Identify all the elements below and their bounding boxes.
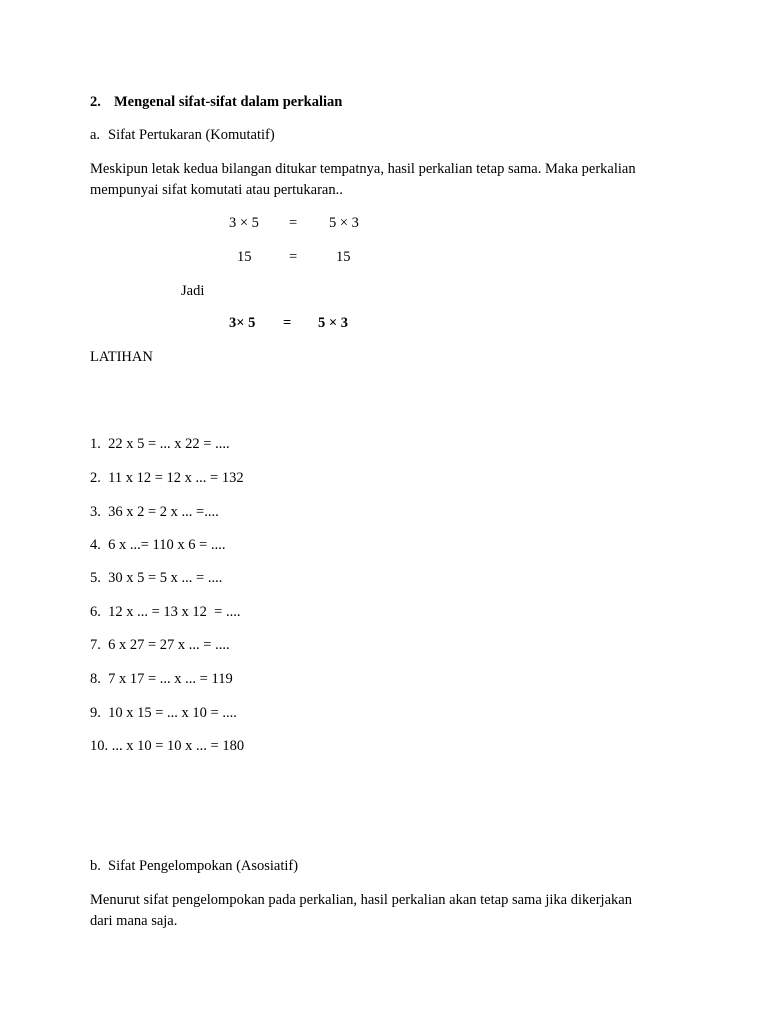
conclusion-right: 5 × 3: [318, 315, 349, 331]
section-title: Mengenal sifat-sifat dalam perkalian: [114, 94, 343, 110]
example-row2-equals: =: [289, 249, 298, 265]
jadi-label: Jadi: [181, 283, 205, 299]
subsection-b-paragraph-line-2: dari mana saja.: [90, 913, 178, 929]
subsection-b-paragraph-line-1: Menurut sifat pengelompokan pada perkalian, hasil perkalian akan tetap sama jika dikerjakan: [90, 892, 632, 908]
subsection-a-label: a.: [90, 127, 101, 143]
example-row2-left: 15: [237, 249, 252, 265]
section-number: 2.: [90, 94, 101, 110]
example-row1-right: 5 × 3: [329, 215, 359, 231]
exercise-item: 9. 10 x 15 = ... x 10 = ....: [90, 705, 237, 721]
exercise-item: 6. 12 x ... = 13 x 12 = ....: [90, 604, 241, 620]
subsection-b-label: b.: [90, 858, 101, 874]
subsection-a-paragraph-line-1: Meskipun letak kedua bilangan ditukar tempatnya, hasil perkalian tetap sama. Maka perkalian: [90, 161, 636, 177]
exercise-item: 5. 30 x 5 = 5 x ... = ....: [90, 570, 223, 586]
subsection-b-title: Sifat Pengelompokan (Asosiatif): [108, 858, 299, 874]
example-row1-left: 3 × 5: [229, 215, 259, 231]
exercise-item: 1. 22 x 5 = ... x 22 = ....: [90, 436, 230, 452]
conclusion-left: 3× 5: [229, 315, 256, 331]
latihan-title: LATIHAN: [90, 349, 153, 365]
exercise-item: 10. ... x 10 = 10 x ... = 180: [90, 738, 245, 754]
exercise-item: 7. 6 x 27 = 27 x ... = ....: [90, 637, 230, 653]
conclusion-equals: =: [283, 315, 292, 331]
subsection-a-paragraph-line-2: mempunyai sifat komutati atau pertukaran..: [90, 182, 343, 198]
example-row1-equals: =: [289, 215, 298, 231]
subsection-a-title: Sifat Pertukaran (Komutatif): [108, 127, 275, 143]
exercise-item: 8. 7 x 17 = ... x ... = 119: [90, 671, 233, 687]
exercise-item: 2. 11 x 12 = 12 x ... = 132: [90, 470, 244, 486]
example-row2-right: 15: [336, 249, 351, 265]
exercise-item: 4. 6 x ...= 110 x 6 = ....: [90, 537, 226, 553]
exercise-item: 3. 36 x 2 = 2 x ... =....: [90, 504, 219, 520]
